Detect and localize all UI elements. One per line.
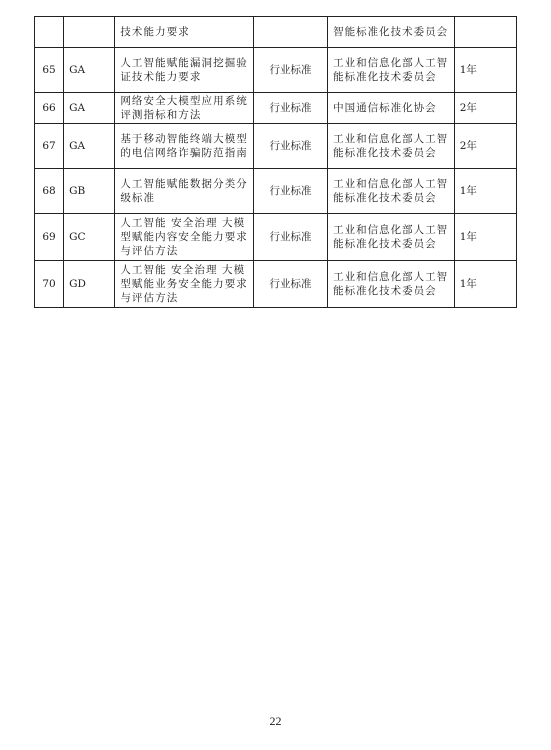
table-row (35, 261, 517, 308)
organization-cell: 工业和信息化部人工智能标准化技术委员会 (328, 169, 455, 214)
organization-cell: 工业和信息化部人工智能标准化技术委员会 (328, 261, 455, 308)
organization-cell: 工业和信息化部人工智能标准化技术委员会 (328, 48, 455, 93)
category-code-cell: GD (64, 261, 115, 308)
standard-name-cell: 技术能力要求 (115, 17, 254, 48)
row-number-cell (35, 17, 64, 48)
standard-type-cell (253, 17, 327, 48)
table-row (35, 48, 517, 93)
standards-table-container (34, 16, 517, 308)
table-row (35, 169, 517, 214)
duration-cell: 1年 (454, 214, 516, 261)
standard-name-cell: 网络安全大模型应用系统评测指标和方法 (115, 93, 254, 124)
duration-cell: 1年 (454, 48, 516, 93)
organization-cell: 智能标准化技术委员会 (328, 17, 455, 48)
row-number-cell: 65 (35, 48, 64, 93)
standard-type-cell: 行业标准 (253, 48, 327, 93)
row-number-cell: 70 (35, 261, 64, 308)
category-code-cell: GC (64, 214, 115, 261)
table-row (35, 124, 517, 169)
standard-type-cell: 行业标准 (253, 214, 327, 261)
category-code-cell: GA (64, 93, 115, 124)
standard-name-cell: 人工智能赋能数据分类分级标准 (115, 169, 254, 214)
duration-cell: 2年 (454, 124, 516, 169)
duration-cell: 2年 (454, 93, 516, 124)
category-code-cell: GA (64, 48, 115, 93)
duration-cell (454, 17, 516, 48)
category-code-cell: GA (64, 124, 115, 169)
row-number-cell: 69 (35, 214, 64, 261)
standard-name-cell: 人工智能 安全治理 大模型赋能内容安全能力要求与评估方法 (115, 214, 254, 261)
organization-cell: 工业和信息化部人工智能标准化技术委员会 (328, 214, 455, 261)
row-number-cell: 67 (35, 124, 64, 169)
duration-cell: 1年 (454, 169, 516, 214)
page-number: 22 (269, 714, 282, 728)
category-code-cell: GB (64, 169, 115, 214)
duration-cell: 1年 (454, 261, 516, 308)
standard-type-cell: 行业标准 (253, 124, 327, 169)
standard-name-cell: 人工智能 安全治理 大模型赋能业务安全能力要求与评估方法 (115, 261, 254, 308)
standards-table (34, 16, 517, 308)
organization-cell: 工业和信息化部人工智能标准化技术委员会 (328, 124, 455, 169)
standard-name-cell: 人工智能赋能漏洞挖掘验证技术能力要求 (115, 48, 254, 93)
standard-type-cell: 行业标准 (253, 169, 327, 214)
standard-name-cell: 基于移动智能终端大模型的电信网络诈骗防范指南 (115, 124, 254, 169)
row-number-cell: 66 (35, 93, 64, 124)
table-row (35, 214, 517, 261)
table-row (35, 17, 517, 48)
row-number-cell: 68 (35, 169, 64, 214)
table-row (35, 93, 517, 124)
organization-cell: 中国通信标准化协会 (328, 93, 455, 124)
standard-type-cell: 行业标准 (253, 261, 327, 308)
category-code-cell (64, 17, 115, 48)
standard-type-cell: 行业标准 (253, 93, 327, 124)
